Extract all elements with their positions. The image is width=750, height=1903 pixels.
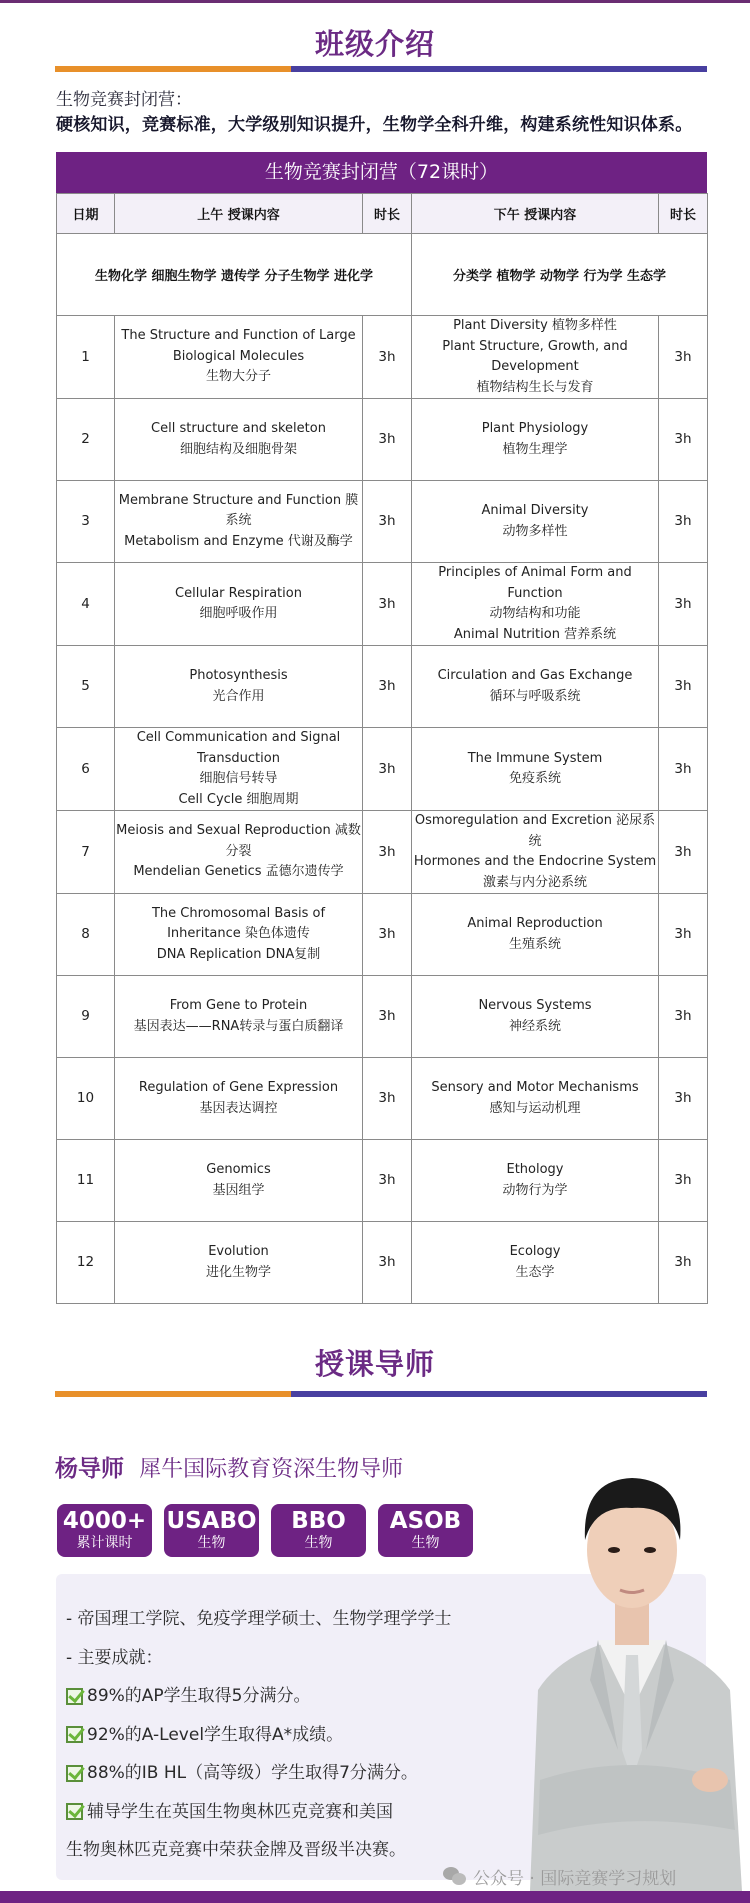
- day-cell: 1: [57, 316, 115, 399]
- badge-bbo: [271, 1504, 366, 1557]
- cell-line: 动物多样性: [502, 523, 568, 539]
- morning-content-cell: [115, 646, 363, 728]
- cell-line: Transduction: [197, 750, 280, 766]
- afternoon-duration-cell: 3h: [659, 1058, 708, 1140]
- cell-line: The Chromosomal Basis of: [151, 905, 326, 921]
- afternoon-content-cell: [412, 481, 659, 563]
- badge-value: USABO: [166, 1508, 257, 1534]
- badge-value: BBO: [291, 1508, 346, 1534]
- cell-line: Circulation and Gas Exchange: [437, 668, 633, 683]
- cell-line: Ecology: [509, 1244, 561, 1259]
- badge-list: [57, 1504, 473, 1557]
- teacher-heading: [55, 1450, 403, 1483]
- cell-line: 植物生理学: [502, 441, 568, 457]
- cell-line: 系统: [225, 513, 252, 529]
- schedule-title: 生物竞赛封闭营（72课时）: [56, 152, 707, 193]
- cell-line: 分裂: [225, 843, 252, 859]
- cell-line: 细胞结构及细胞骨架: [179, 441, 297, 457]
- cell-line: Membrane Structure and Function 膜: [118, 492, 359, 508]
- bio-text: - 主要成就：: [66, 1647, 163, 1668]
- rule-blue-segment: [291, 66, 707, 72]
- table-row: [57, 811, 708, 894]
- afternoon-duration-cell: 3h: [659, 1140, 708, 1222]
- cell-line: 神经系统: [508, 1018, 561, 1034]
- afternoon-duration-cell: 3h: [659, 399, 708, 481]
- morning-duration-cell: 3h: [363, 976, 412, 1058]
- cell-line: 细胞呼吸作用: [199, 606, 278, 621]
- badge-label: 生物: [411, 1535, 440, 1551]
- afternoon-content-cell: [412, 894, 659, 976]
- afternoon-content-cell: [412, 976, 659, 1058]
- subjects-row: [57, 234, 708, 316]
- bio-item: [66, 1677, 506, 1716]
- badge-usabo: [164, 1504, 259, 1557]
- cell-line: 免疫系统: [508, 771, 561, 786]
- afternoon-content-cell: [412, 728, 659, 811]
- afternoon-duration-cell: 3h: [659, 316, 708, 399]
- afternoon-content-cell: [412, 563, 659, 646]
- cell-line: Nervous Systems: [478, 998, 592, 1013]
- cell-line: Development: [491, 359, 579, 374]
- intro-line-1: 生物竞赛封闭营：: [56, 90, 192, 110]
- day-cell: 4: [57, 563, 115, 646]
- cell-line: 进化生物学: [205, 1264, 271, 1280]
- cell-line: Genomics: [206, 1162, 271, 1177]
- morning-content-cell: [115, 1140, 363, 1222]
- cell-line: Function: [507, 585, 563, 601]
- bio-text: 89%的AP学生取得5分满分。: [87, 1686, 311, 1706]
- day-cell: 6: [57, 728, 115, 811]
- cell-line: 光合作用: [212, 688, 265, 704]
- cell-line: 生殖系统: [508, 936, 561, 952]
- cell-line: Cell structure and skeleton: [151, 421, 326, 436]
- table-row: [57, 481, 708, 563]
- cell-line: 动物结构和功能: [489, 606, 581, 621]
- bio-item: [66, 1793, 506, 1832]
- cell-line: 感知与运动机理: [489, 1100, 581, 1116]
- bio-item: [66, 1639, 506, 1678]
- class-intro-title: 班级介绍: [314, 27, 435, 61]
- watermark-text: 公众号 · 国际竞赛学习规划: [473, 1869, 677, 1889]
- table-row: [57, 563, 708, 646]
- intro-line-2: 硬核知识，竞赛标准，大学级别知识提升，生物学全科升维，构建系统性知识体系。: [56, 115, 693, 135]
- bio-text: - 帝国理工学院、免疫学理学硕士、生物学理学学士: [66, 1609, 452, 1629]
- cell-line: Cell Cycle 细胞周期: [178, 791, 299, 807]
- bio-text: 生物奥林匹克竞赛中荣获金牌及晋级半决赛。: [66, 1840, 406, 1860]
- cell-line: Evolution: [208, 1244, 269, 1259]
- morning-content-cell: [115, 399, 363, 481]
- morning-content-cell: [115, 811, 363, 894]
- cell-line: Animal Reproduction: [467, 916, 603, 931]
- table-row: [57, 316, 708, 399]
- morning-duration-cell: 3h: [363, 316, 412, 399]
- afternoon-duration-cell: 3h: [659, 976, 708, 1058]
- afternoon-content-cell: [412, 316, 659, 399]
- cell-line: 基因表达——RNA转录与蛋白质翻译: [133, 1018, 344, 1034]
- cell-line: Principles of Animal Form and: [438, 565, 632, 580]
- watermark: [443, 1864, 676, 1889]
- table-row: [57, 1058, 708, 1140]
- rule-orange-segment: [55, 66, 291, 72]
- table-row: [57, 1222, 708, 1304]
- badge-label: 累计课时: [76, 1535, 133, 1551]
- cell-line: Meiosis and Sexual Reproduction 减数: [116, 823, 361, 839]
- bio-text: 92%的A-Level学生取得A*成绩。: [87, 1724, 344, 1745]
- rule-orange-segment: [55, 1391, 291, 1397]
- cell-line: The Immune System: [467, 750, 603, 766]
- cell-line: 生物大分子: [205, 369, 271, 385]
- afternoon-duration-cell: 3h: [659, 481, 708, 563]
- cell-line: Plant Physiology: [481, 421, 589, 436]
- afternoon-duration-cell: 3h: [659, 894, 708, 976]
- cell-line: 植物结构生长与发育: [476, 379, 594, 395]
- table-row: [57, 1140, 708, 1222]
- table-row: [57, 646, 708, 728]
- morning-duration-cell: 3h: [363, 399, 412, 481]
- header-morning-duration: 时长: [363, 194, 412, 234]
- header-morning-content: 上午 授课内容: [115, 194, 363, 234]
- badge-asob: [378, 1504, 473, 1557]
- morning-content-cell: [115, 976, 363, 1058]
- bio-text: 88%的IB HL（高等级）学生取得7分满分。: [87, 1763, 418, 1783]
- bio-list: [66, 1600, 506, 1870]
- morning-content-cell: [115, 894, 363, 976]
- teacher-title: 犀牛国际教育资深生物导师: [139, 1457, 404, 1482]
- cell-line: 统: [528, 833, 542, 849]
- cell-line: Osmoregulation and Excretion 泌尿系: [414, 813, 656, 828]
- header-date: 日期: [57, 194, 115, 234]
- morning-duration-cell: 3h: [363, 563, 412, 646]
- checkbox-checked-icon: [66, 1765, 83, 1782]
- afternoon-duration-cell: 3h: [659, 811, 708, 894]
- cell-line: Ethology: [506, 1162, 564, 1177]
- morning-content-cell: [115, 728, 363, 811]
- badge-value: ASOB: [389, 1508, 462, 1534]
- schedule-table: [56, 152, 707, 1304]
- cell-line: Animal Nutrition 营养系统: [453, 626, 617, 642]
- bio-item: [66, 1754, 506, 1793]
- cell-line: Metabolism and Enzyme 代谢及酶学: [124, 533, 353, 549]
- afternoon-content-cell: [412, 1222, 659, 1304]
- header-row: [57, 194, 708, 234]
- teacher-section-title: 授课导师: [314, 1347, 435, 1381]
- cell-line: 激素与内分泌系统: [482, 874, 587, 890]
- top-strip: [0, 0, 750, 3]
- table-row: [57, 728, 708, 811]
- cell-line: Biological Molecules: [172, 348, 305, 364]
- afternoon-subjects: 分类学 植物学 动物学 行为学 生态学: [412, 234, 708, 316]
- morning-content-cell: [115, 1222, 363, 1304]
- bio-item: [66, 1831, 506, 1870]
- afternoon-content-cell: [412, 1140, 659, 1222]
- cell-line: Hormones and the Endocrine System: [413, 854, 657, 869]
- morning-duration-cell: 3h: [363, 1058, 412, 1140]
- bio-item: [66, 1716, 506, 1755]
- cell-line: Animal Diversity: [481, 503, 589, 518]
- afternoon-duration-cell: 3h: [659, 728, 708, 811]
- cell-line: 细胞信号转导: [199, 771, 278, 786]
- afternoon-duration-cell: 3h: [659, 563, 708, 646]
- cell-line: DNA Replication DNA复制: [156, 946, 321, 962]
- afternoon-content-cell: [412, 1058, 659, 1140]
- day-cell: 8: [57, 894, 115, 976]
- cell-line: 生态学: [515, 1264, 555, 1280]
- morning-content-cell: [115, 1058, 363, 1140]
- afternoon-duration-cell: 3h: [659, 646, 708, 728]
- day-cell: 12: [57, 1222, 115, 1304]
- table-row: [57, 894, 708, 976]
- morning-duration-cell: 3h: [363, 1222, 412, 1304]
- morning-subjects: 生物化学 细胞生物学 遗传学 分子生物学 进化学: [57, 234, 412, 316]
- morning-duration-cell: 3h: [363, 1140, 412, 1222]
- bio-text: 辅导学生在英国生物奥林匹克竞赛和美国: [87, 1801, 393, 1822]
- day-cell: 10: [57, 1058, 115, 1140]
- cell-line: Sensory and Motor Mechanisms: [431, 1080, 639, 1095]
- morning-duration-cell: 3h: [363, 481, 412, 563]
- bio-item: [66, 1600, 506, 1639]
- teacher-name: 杨导师: [55, 1456, 124, 1482]
- afternoon-content-cell: [412, 811, 659, 894]
- schedule-grid: [56, 193, 708, 1304]
- cell-line: 基因表达调控: [199, 1100, 278, 1116]
- morning-content-cell: [115, 316, 363, 399]
- badge-label: 生物: [197, 1535, 226, 1551]
- day-cell: 2: [57, 399, 115, 481]
- cell-line: Cellular Respiration: [175, 585, 302, 601]
- table-row: [57, 976, 708, 1058]
- cell-line: Photosynthesis: [189, 668, 288, 683]
- teacher-photo: [520, 1450, 745, 1891]
- cell-line: 循环与呼吸系统: [489, 688, 581, 704]
- morning-duration-cell: 3h: [363, 646, 412, 728]
- badge-label: 生物: [304, 1535, 333, 1551]
- header-afternoon-duration: 时长: [659, 194, 708, 234]
- day-cell: 9: [57, 976, 115, 1058]
- afternoon-content-cell: [412, 399, 659, 481]
- bottom-bar: [0, 1891, 750, 1903]
- cell-line: 基因组学: [212, 1182, 265, 1198]
- morning-duration-cell: 3h: [363, 811, 412, 894]
- cell-line: The Structure and Function of Large: [121, 328, 356, 344]
- cell-line: Inheritance 染色体遗传: [167, 926, 310, 942]
- afternoon-content-cell: [412, 646, 659, 728]
- cell-line: Regulation of Gene Expression: [138, 1080, 339, 1095]
- cell-line: Plant Diversity 植物多样性: [453, 318, 617, 333]
- morning-duration-cell: 3h: [363, 894, 412, 976]
- day-cell: 5: [57, 646, 115, 728]
- afternoon-duration-cell: 3h: [659, 1222, 708, 1304]
- checkbox-checked-icon: [66, 1803, 83, 1820]
- morning-duration-cell: 3h: [363, 728, 412, 811]
- cell-line: Plant Structure, Growth, and: [442, 338, 628, 354]
- header-afternoon-content: 下午 授课内容: [412, 194, 659, 234]
- checkbox-checked-icon: [66, 1726, 83, 1743]
- morning-content-cell: [115, 481, 363, 563]
- cell-line: Cell Communication and Signal: [136, 730, 341, 745]
- badge-hours: [57, 1504, 152, 1557]
- day-cell: 3: [57, 481, 115, 563]
- wechat-icon: [443, 1867, 467, 1887]
- title-rule: [55, 66, 707, 72]
- badge-value: 4000+: [62, 1508, 147, 1534]
- rule-blue-segment: [291, 1391, 707, 1397]
- morning-content-cell: [115, 563, 363, 646]
- day-cell: 7: [57, 811, 115, 894]
- cell-line: From Gene to Protein: [169, 998, 308, 1013]
- class-intro-text: [56, 88, 716, 138]
- cell-line: 动物行为学: [502, 1182, 568, 1198]
- cell-line: Mendelian Genetics 孟德尔遗传学: [133, 864, 344, 880]
- table-row: [57, 399, 708, 481]
- checkbox-checked-icon: [66, 1688, 83, 1705]
- day-cell: 11: [57, 1140, 115, 1222]
- title-rule: [55, 1391, 707, 1397]
